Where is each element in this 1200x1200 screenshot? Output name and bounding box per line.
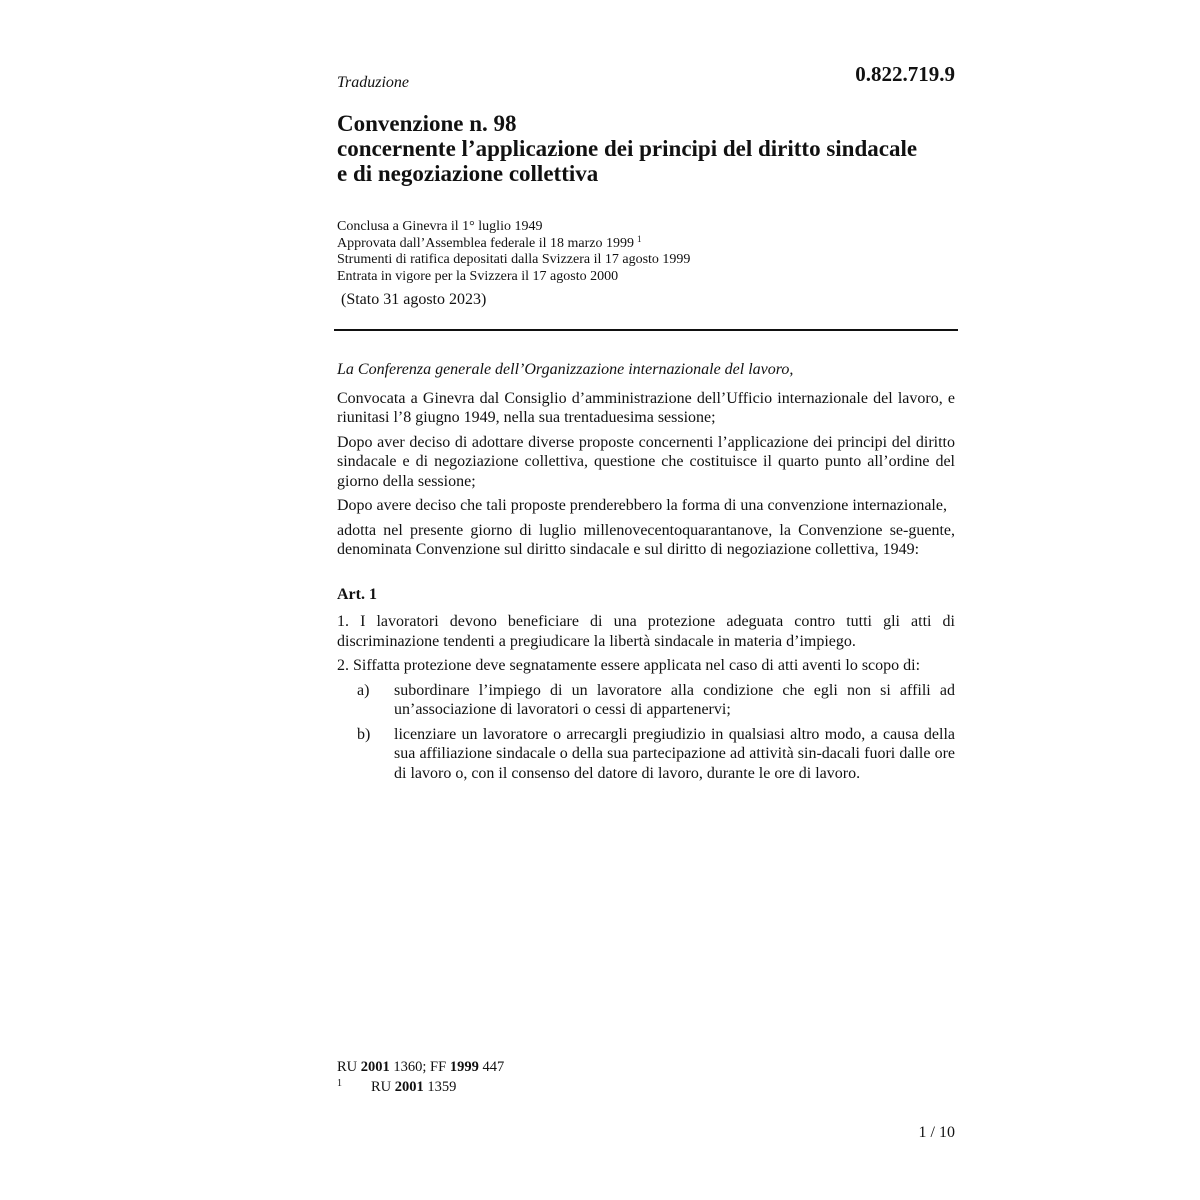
ru-page: 1359 (427, 1079, 457, 1095)
document-metadata (337, 219, 955, 285)
footnotes (337, 1057, 955, 1097)
preamble-paragraph: Dopo aver deciso di adottare diverse proposte concernenti l’applicazione dei principi del diritto sindacale e di negoziazione collettiva, questione che costituisce il quarto punto all’ordine del giorno della sessione; (337, 433, 955, 490)
document-title (337, 111, 955, 186)
preamble-paragraph: Dopo avere deciso che tali proposte prenderebbero la forma di una convenzione internazionale, (337, 497, 947, 514)
list-text: subordinare l’impiego di un lavoratore alla condizione che egli non si affili ad un’associazione di lavoratori o cessi di appartenervi; (394, 681, 955, 718)
footnote-1 (337, 1077, 955, 1097)
article-1-paragraph-2: 2. Siffatta protezione deve segnatamente essere applicata nel caso di atti aventi lo scopo di: (337, 657, 921, 674)
source-reference (337, 1057, 955, 1077)
meta-approved-line (337, 233, 955, 253)
footnote-text (371, 1077, 456, 1097)
ru-page: 1360; FF (393, 1059, 447, 1075)
sr-number: 0.822.719.9 (855, 62, 955, 86)
ru-prefix: RU (337, 1059, 358, 1075)
page-number: 1 / 10 (918, 1124, 955, 1141)
status-date: (Stato 31 agosto 2023) (341, 291, 487, 308)
list-item-b (337, 725, 955, 784)
preamble-intro: La Conferenza generale dell’Organizzazione internazionale del lavoro, (337, 361, 794, 378)
ru-prefix: RU (371, 1079, 392, 1095)
list-text: licenziare un lavoratore o arrecargli pregiudizio in qualsiasi altro modo, a causa della sua affiliazione sindacale o della sua partecipazione ad attività sin-dacali fuori dalle ore di lavoro o, con il consenso del datore di lavoro, durante le ore di lavoro. (394, 725, 955, 782)
list-marker: a) (357, 681, 370, 699)
footnote-ref-1[interactable]: 1 (637, 233, 642, 244)
footnote-marker: 1 (337, 1078, 342, 1089)
ru-year: 2001 (360, 1059, 390, 1075)
ff-page: 447 (482, 1059, 505, 1075)
article-1-paragraph-1: 1. I lavoratori devono beneficiare di una protezione adeguata contro tutti gli atti di discriminazione tendenti a pregiudicare la libertà sindacale in materia d’impiego. (337, 613, 955, 650)
preamble-paragraph: Convocata a Ginevra dal Consiglio d’amministrazione dell’Ufficio internazionale del lavoro, e riunitasi l’8 giugno 1949, nella sua trentaduesima sessione; (337, 389, 955, 426)
meta-approved: Approvata dall’Assemblea federale il 18 marzo 1999 (337, 235, 635, 251)
meta-concluded: Conclusa a Ginevra il 1° luglio 1949 (337, 219, 543, 234)
translation-label: Traduzione (337, 74, 410, 91)
title-line-1: Convenzione n. 98 (337, 111, 517, 136)
title-line-3: e di negoziazione collettiva (337, 161, 599, 186)
list-marker: b) (357, 725, 371, 743)
ru-year: 2001 (394, 1079, 424, 1095)
meta-ratification: Strumenti di ratifica depositati dalla Svizzera il 17 agosto 1999 (337, 252, 691, 267)
article-1-heading: Art. 1 (337, 585, 377, 603)
title-line-2: concernente l’applicazione dei principi del diritto sindacale (337, 136, 918, 161)
document-body (337, 360, 955, 788)
list-item-a (337, 681, 955, 720)
meta-entry-into-force: Entrata in vigore per la Svizzera il 17 agosto 2000 (337, 268, 619, 284)
ff-year: 1999 (449, 1059, 479, 1075)
preamble-paragraph: adotta nel presente giorno di luglio millenovecentoquarantanove, la Convenzione se-guente, denominata Convenzione sul diritto sindacale e sul diritto di negoziazione collettiva, 1949: (337, 521, 955, 558)
header-divider (334, 329, 958, 331)
